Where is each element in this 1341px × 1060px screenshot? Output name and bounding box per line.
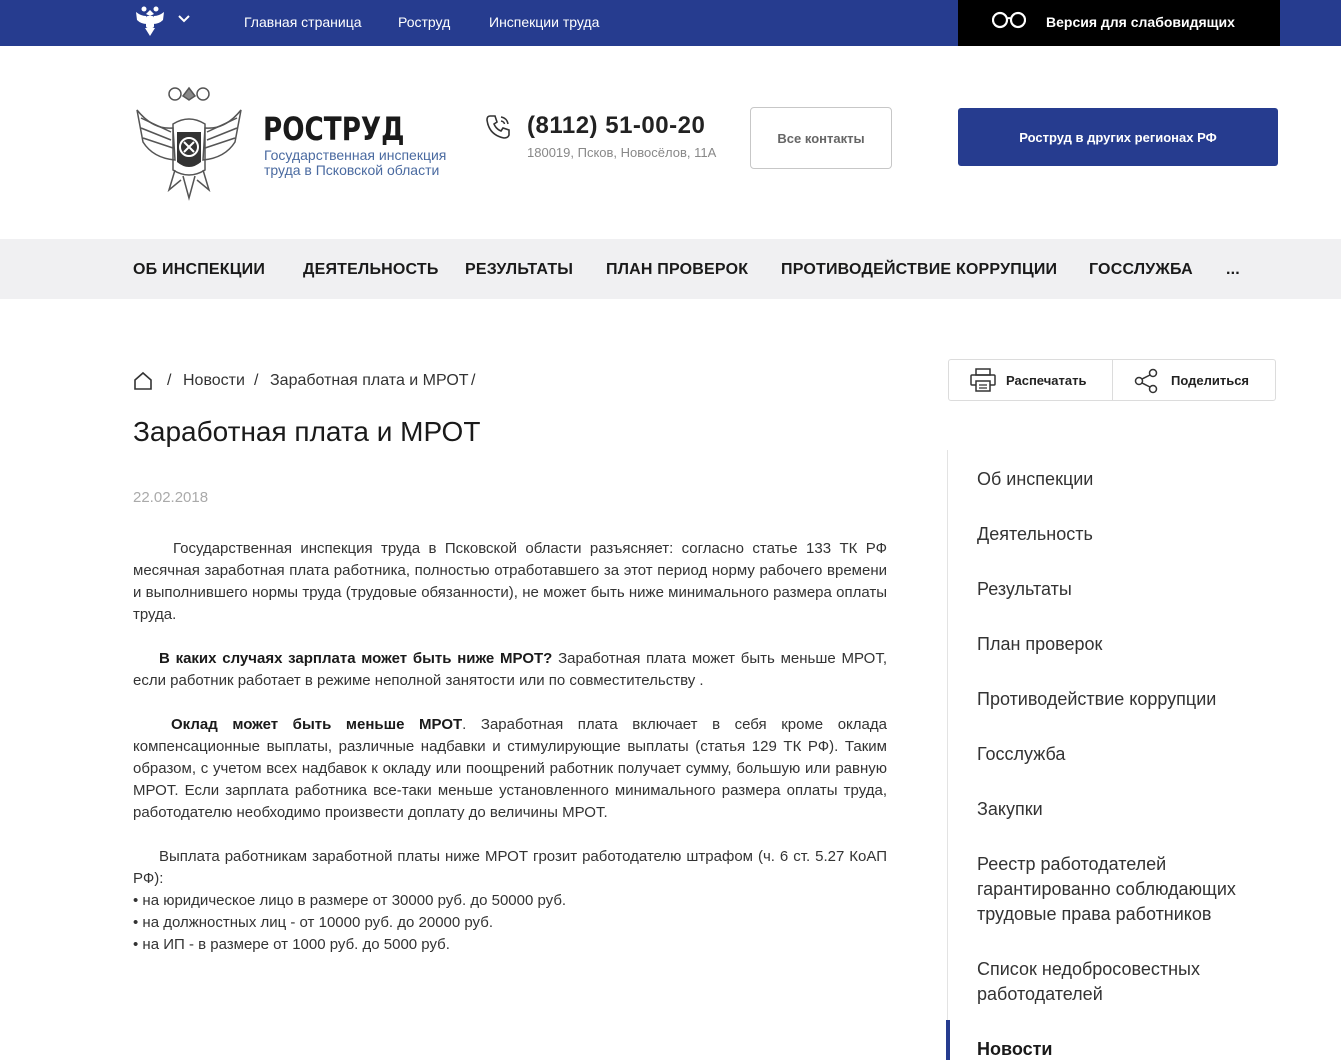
rostrud-logo-icon[interactable] bbox=[133, 80, 245, 204]
blind-version-button[interactable] bbox=[958, 0, 1280, 46]
breadcrumb-item-news[interactable]: Новости bbox=[183, 372, 245, 389]
phone-icon bbox=[484, 113, 512, 141]
other-regions-button[interactable]: Роструд в других регионах РФ bbox=[958, 108, 1278, 166]
share-button[interactable] bbox=[1113, 360, 1276, 400]
sidebar-item-inspection-plan[interactable]: План проверок bbox=[977, 634, 1103, 654]
article-question: В каких случаях зарплата может быть ниже МРОТ? bbox=[159, 650, 553, 667]
main-nav bbox=[0, 239, 1341, 299]
brand-subtitle: Государственная инспекция труда в Псковской области bbox=[264, 147, 447, 178]
address: 180019, Псков, Новосёлов, 11А bbox=[527, 145, 717, 160]
print-label: Распечатать bbox=[1006, 373, 1087, 388]
nav-item-activity[interactable]: ДЕЯТЕЛЬНОСТЬ bbox=[303, 261, 439, 278]
blind-version-label: Версия для слабовидящих bbox=[1046, 14, 1235, 30]
chevron-down-icon[interactable] bbox=[177, 12, 191, 26]
breadcrumb-item-current[interactable]: Заработная плата и МРОТ bbox=[270, 372, 469, 389]
sidebar-item-civil-service[interactable]: Госслужба bbox=[977, 744, 1066, 764]
sidebar-item-activity[interactable]: Деятельность bbox=[977, 524, 1093, 544]
share-label: Поделиться bbox=[1171, 373, 1250, 388]
article-paragraph: Выплата работникам заработной платы ниже МРОТ грозит работодателю штрафом (ч. 6 ст. 5.27 КоАП РФ): bbox=[133, 848, 887, 887]
russia-emblem-icon[interactable] bbox=[133, 4, 167, 40]
fine-item: • на ИП - в размере от 1000 руб. до 5000 руб. bbox=[133, 936, 450, 953]
sidebar-item-procurement[interactable]: Закупки bbox=[977, 799, 1043, 819]
sidebar-item-results[interactable]: Результаты bbox=[977, 579, 1072, 599]
article-question: Оклад может быть меньше МРОТ bbox=[171, 716, 463, 733]
brand-title: РОСТРУД bbox=[263, 110, 405, 148]
printer-icon bbox=[969, 368, 997, 392]
share-icon bbox=[1133, 368, 1161, 394]
print-button[interactable] bbox=[949, 360, 1112, 400]
page-title: Заработная плата и МРОТ bbox=[133, 416, 481, 447]
nav-item-anticorruption[interactable]: ПРОТИВОДЕЙСТВИЕ КОРРУПЦИИ bbox=[781, 261, 1058, 278]
article-paragraph bbox=[133, 648, 887, 692]
nav-item-more[interactable]: ... bbox=[1226, 261, 1240, 278]
home-icon[interactable] bbox=[133, 371, 153, 391]
sidebar-item-dishonest-employers[interactable]: Список недобросовестных работодателей bbox=[977, 959, 1200, 1004]
breadcrumb-separator: / bbox=[471, 372, 476, 389]
article-body bbox=[133, 538, 887, 956]
all-contacts-button[interactable]: Все контакты bbox=[750, 107, 892, 169]
fine-item: • на юридическое лицо в размере от 30000 руб. до 50000 руб. bbox=[133, 892, 567, 909]
breadcrumb-separator: / bbox=[254, 372, 259, 389]
nav-item-about[interactable]: ОБ ИНСПЕКЦИИ bbox=[133, 261, 266, 278]
sidebar-item-news[interactable]: Новости bbox=[977, 1039, 1053, 1059]
article-answer: . Заработная плата включает в себя кроме оклада компенсационные выплаты, различные надбавки и стимулирующие выплаты (статья 129 ТК РФ). Таким образом, с учетом всех надбавок к окладу или поощрений работник получает сумму, большую или равную МРОТ. Если зарплата работника все-таки меньше установленного минимального размера оплаты труда, работодателю необходимо произвести доплату до величины МРОТ. bbox=[133, 716, 887, 821]
page-actions bbox=[948, 359, 1276, 401]
breadcrumb-separator: / bbox=[167, 372, 172, 389]
article-answer: Заработная плата может быть меньше МРОТ, если работник работает в режиме неполной занятости или по совместительству . bbox=[133, 650, 887, 689]
sidebar-active-indicator bbox=[946, 1020, 950, 1060]
publish-date: 22.02.2018 bbox=[133, 489, 209, 506]
sidebar-item-anticorruption[interactable]: Противодействие коррупции bbox=[977, 689, 1217, 709]
nav-item-results[interactable]: РЕЗУЛЬТАТЫ bbox=[465, 261, 574, 278]
nav-item-civil-service[interactable]: ГОССЛУЖБА bbox=[1089, 261, 1193, 278]
topbar-link-rostrud[interactable]: Роструд bbox=[398, 14, 451, 30]
sidebar-item-employer-registry[interactable]: Реестр работодателей гарантированно соблюдающих трудовые права работников bbox=[977, 854, 1236, 924]
sidebar-item-about[interactable]: Об инспекции bbox=[977, 469, 1094, 489]
article-paragraph: Государственная инспекция труда в Псковской области разъясняет: согласно статье 133 ТК РФ месячная заработная плата работника, полностью отработавшего за этот период норму рабочего времени и выполнившего нормы труда (трудовые обязанности), не может быть ниже минимального размера оплаты труда. bbox=[133, 540, 887, 623]
sidebar-nav bbox=[947, 450, 1341, 1060]
topbar-link-home[interactable]: Главная страница bbox=[244, 14, 362, 30]
glasses-icon bbox=[992, 11, 1026, 29]
nav-item-inspection-plan[interactable]: ПЛАН ПРОВЕРОК bbox=[606, 261, 749, 278]
fine-item: • на должностных лиц - от 10000 руб. до 20000 руб. bbox=[133, 914, 493, 931]
topbar-link-inspections[interactable]: Инспекции труда bbox=[489, 14, 600, 30]
article-paragraph bbox=[133, 714, 887, 824]
phone-number[interactable]: (8112) 51-00-20 bbox=[527, 112, 706, 139]
top-bar bbox=[0, 0, 1341, 46]
